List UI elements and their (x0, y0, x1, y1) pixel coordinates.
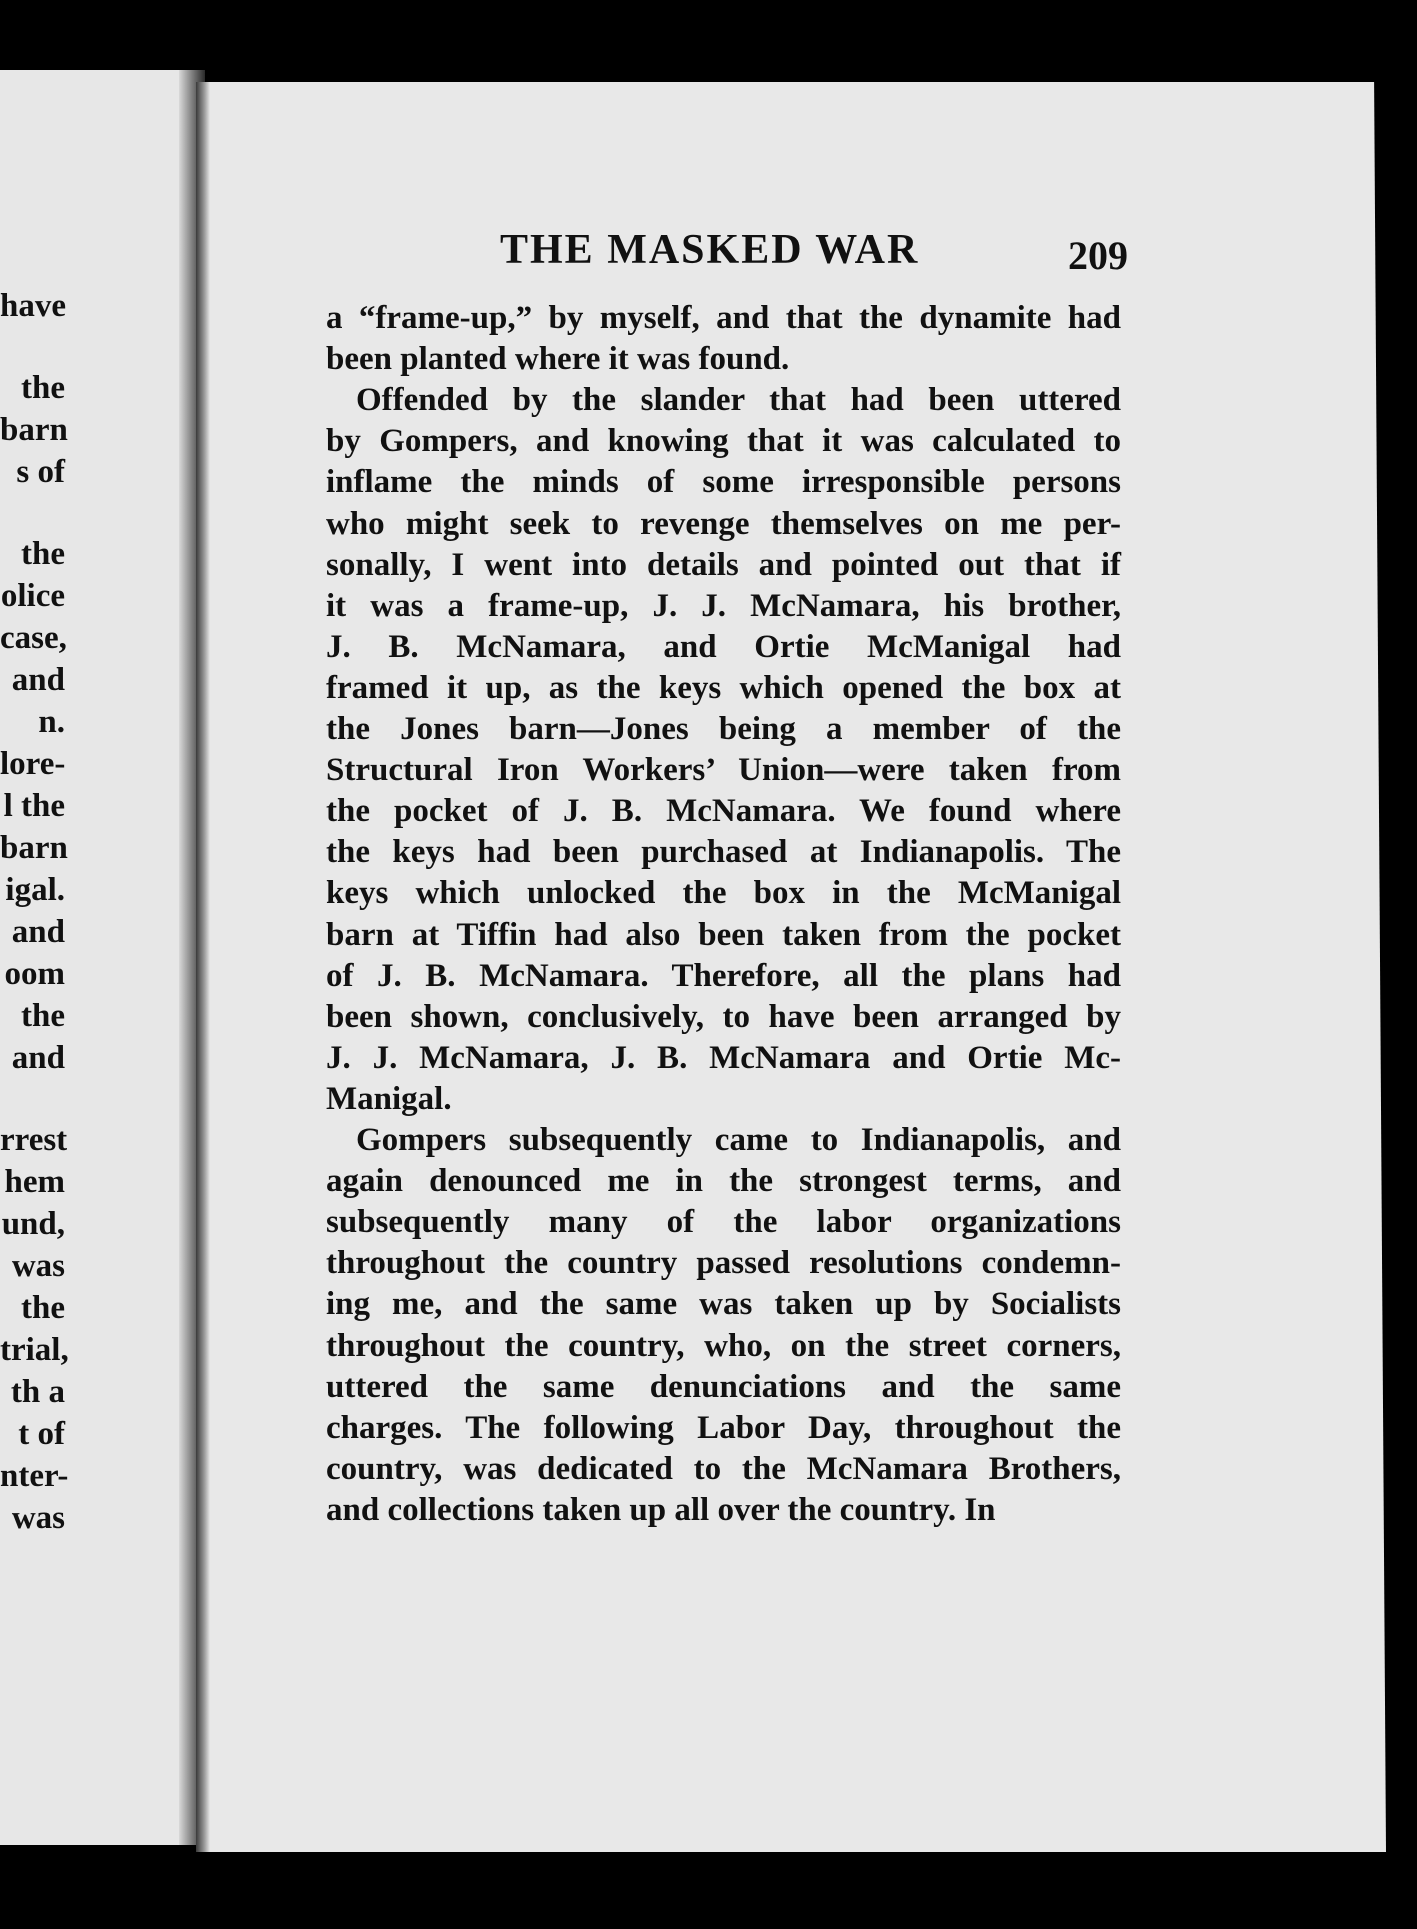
left-page-line: the (21, 998, 65, 1034)
body-line: J. B. McNamara, and Ortie McManigal had (326, 629, 1121, 665)
left-page-line: hem (4, 1164, 65, 1200)
body-line: framed it up, as the keys which opened the box at (326, 670, 1121, 706)
running-head: THE MASKED WAR (500, 227, 920, 273)
left-page-line: und, (1, 1206, 65, 1242)
body-line: who might seek to revenge themselves on me per- (326, 506, 1121, 542)
left-page-line: barn (0, 830, 68, 866)
body-line: and collections taken up all over the country. In (326, 1492, 996, 1528)
body-line: throughout the country, who, on the street corners, (326, 1328, 1121, 1364)
left-page-line: lore- (0, 746, 66, 782)
body-line: uttered the same denunciations and the same (326, 1369, 1121, 1405)
left-page-line: s of (16, 454, 65, 490)
left-page-line: nter- (0, 1458, 69, 1494)
left-page-line: the (21, 536, 65, 572)
left-page-line: barn (0, 412, 68, 448)
body-line: of J. B. McNamara. Therefore, all the plans had (326, 958, 1121, 994)
body-line: been planted where it was found. (326, 341, 790, 377)
left-page-line: n. (38, 704, 65, 740)
body-line: Structural Iron Workers’ Union—were taken from (326, 752, 1121, 788)
body-line: keys which unlocked the box in the McManigal (326, 875, 1121, 911)
body-line: Manigal. (326, 1081, 452, 1117)
body-line: again denounced me in the strongest terms, and (326, 1163, 1121, 1199)
left-page-line: have (0, 288, 66, 324)
body-line: subsequently many of the labor organizations (326, 1204, 1121, 1240)
left-page-line: the (21, 370, 65, 406)
body-line: sonally, I went into details and pointed out that if (326, 547, 1121, 583)
left-page-line: and (11, 662, 65, 698)
body-line: it was a frame-up, J. J. McNamara, his brother, (326, 588, 1121, 624)
left-page-line: igal. (5, 872, 65, 908)
body-line: a “frame-up,” by myself, and that the dynamite had (326, 300, 1121, 336)
left-page-line: and (11, 1040, 65, 1076)
page-gutter (196, 82, 210, 1852)
left-page-line: t of (18, 1416, 65, 1452)
left-page-line: l the (3, 788, 65, 824)
body-line: the Jones barn—Jones being a member of the (326, 711, 1121, 747)
body-line: country, was dedicated to the McNamara Brothers, (326, 1451, 1121, 1487)
left-page-line: oom (4, 956, 65, 992)
body-line: ing me, and the same was taken up by Socialists (326, 1286, 1121, 1322)
body-line: the keys had been purchased at Indianapolis. The (326, 834, 1121, 870)
left-page-line: was (11, 1500, 65, 1536)
left-page-line: case, (0, 620, 67, 656)
body-line: inflame the minds of some irresponsible persons (326, 464, 1121, 500)
body-line: the pocket of J. B. McNamara. We found where (326, 793, 1121, 829)
body-line: J. J. McNamara, J. B. McNamara and Ortie Mc- (326, 1040, 1121, 1076)
body-line: Offended by the slander that had been uttered (356, 382, 1121, 418)
left-page-line: th a (10, 1374, 65, 1410)
body-line: been shown, conclusively, to have been arranged by (326, 999, 1121, 1035)
left-page-line: trial, (0, 1332, 69, 1368)
body-line: charges. The following Labor Day, throughout the (326, 1410, 1121, 1446)
body-line: throughout the country passed resolutions condemn- (326, 1245, 1121, 1281)
body-line: Gompers subsequently came to Indianapolis, and (356, 1122, 1121, 1158)
left-page-line: rrest (0, 1122, 68, 1158)
left-page-line: the (21, 1290, 65, 1326)
body-line: barn at Tiffin had also been taken from the pocket (326, 917, 1121, 953)
left-page-line: and (11, 914, 65, 950)
left-page-line: was (11, 1248, 65, 1284)
left-page-line: olice (0, 578, 65, 614)
body-line: by Gompers, and knowing that it was calculated to (326, 423, 1121, 459)
page-number: 209 (1068, 233, 1128, 278)
